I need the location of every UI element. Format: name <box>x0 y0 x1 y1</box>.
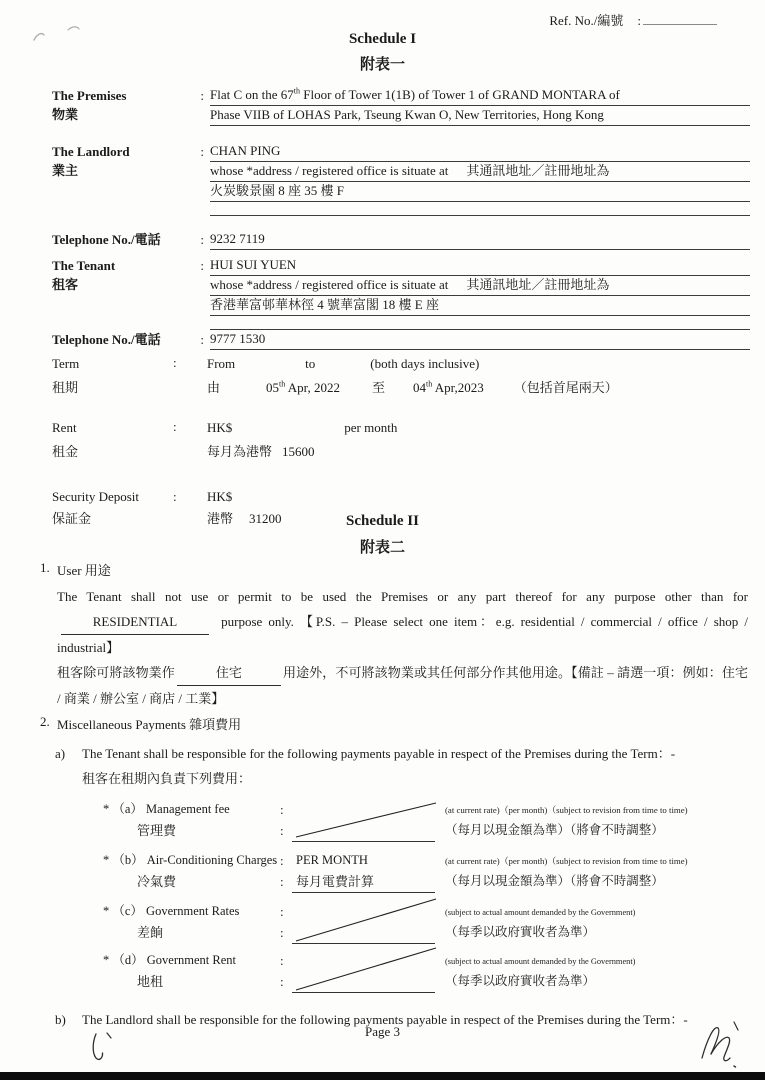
item-c-blank-field <box>292 901 435 944</box>
signature-initials <box>698 1018 744 1072</box>
payment-items <box>103 799 748 993</box>
item-c-label-en: * （c） Government Rates <box>103 904 240 918</box>
clause-a-text-cn: 租客在租期內負責下列費用： <box>82 771 252 786</box>
deposit-label-cn: 保証金 <box>52 511 92 526</box>
schedule2-title-chinese: 附表二 <box>359 540 405 556</box>
tenant-colon: : <box>200 258 204 273</box>
item-a-note-cn: （每月以現金額為準）（將會不時調整） <box>445 823 664 837</box>
landlord-address-intro: whose *address / registered office is situate at 其通訊地址／註冊地址為 <box>210 162 750 182</box>
item-a-blank-field <box>292 799 435 842</box>
clause-a-marker: a) <box>55 746 66 761</box>
clause-b-marker: b) <box>55 1012 66 1027</box>
tenant-name: HUI SUI YUEN <box>210 256 750 276</box>
user-purpose-fill-cn: 住宅 <box>177 660 281 686</box>
user-clause-cn: 租客除可將該物業作 住宅 用途外，不可將該物業或其任何部分作其他用途。【備註 – 請選一項：例如：住宅 / 商業 / 辦公室 / 商店 / 工業】 <box>57 660 748 711</box>
strike-through-line <box>292 897 438 943</box>
clause-a <box>55 741 748 791</box>
item-d-note-en: (subject to actual amount demanded by the Government) <box>445 957 636 966</box>
item-d-label-cn: 地租 <box>137 974 164 989</box>
schedule2-title: Schedule II <box>346 513 419 529</box>
strike-through-line <box>292 795 438 841</box>
landlord-label-cn: 業主 <box>52 163 79 178</box>
landlord-address-blank-line <box>210 202 750 216</box>
ref-label: Ref. No./編號 <box>549 13 624 28</box>
tenant-label-en: The Tenant <box>52 258 116 273</box>
rent-en-line: HK$ per month <box>207 420 398 435</box>
item-d-note-cn: （每季以政府實收者為準） <box>445 974 596 988</box>
landlord-address: 火炭駿景園 8 座 35 樓 F <box>210 182 750 202</box>
tenant-address-blank-line <box>210 316 750 330</box>
payment-item-air-conditioning: * （b） Air-Conditioning Charges 冷氣費 : : PER MONTH 每月電費計算 (at current rate)（per month)（subject to revision from time to time) （每月以現金額為準）（將會不時調整） <box>103 850 748 893</box>
landlord-phone-value: 9232 7119 <box>210 230 750 250</box>
section2-heading: Miscellaneous Payments 雜項費用 <box>57 717 242 732</box>
section1-number: 1. <box>40 560 50 575</box>
item-b-note-en: (at current rate)（per month)（subject to revision from time to time) <box>445 856 688 866</box>
landlord-name: CHAN PING <box>210 142 750 162</box>
strike-through-line <box>292 946 438 992</box>
item-b-value-cn: 每月電費計算 <box>296 874 375 889</box>
payment-item-government-rates: * （c） Government Rates 差餉 : : (subject to actual amount demanded by the Government) （每季以政府實收者為準） <box>103 901 748 944</box>
schedule1-title-chinese: 附表一 <box>359 57 405 73</box>
landlord-phone-label: Telephone No./電話 <box>52 232 161 247</box>
section-misc-payments <box>40 714 748 1032</box>
rent-colon: : <box>173 419 177 434</box>
rent-cn-line: 每月為港幣 15600 <box>207 444 315 459</box>
term-en-line: From to (both days inclusive) <box>207 356 480 371</box>
ref-blank-field <box>643 11 717 25</box>
premises-row <box>52 86 750 126</box>
rent-label-cn: 租金 <box>52 444 79 459</box>
section2-number: 2. <box>40 714 50 729</box>
term-colon: : <box>173 355 177 370</box>
tenant-row <box>52 256 750 330</box>
item-b-label-en: * （b） Air-Conditioning Charges <box>103 853 278 867</box>
term-label-cn: 租期 <box>52 380 79 395</box>
item-b-label-cn: 冷氣費 <box>137 874 177 889</box>
deposit-label-en: Security Deposit <box>52 489 140 504</box>
handwritten-mark-left <box>90 1030 118 1066</box>
tenant-phone-label: Telephone No./電話 <box>52 332 161 347</box>
user-purpose-fill-en: RESIDENTIAL <box>61 609 209 635</box>
page-number: Page 3 <box>364 1024 401 1039</box>
scan-edge-bar <box>0 1072 765 1080</box>
tenant-label-cn: 租客 <box>52 277 79 292</box>
item-d-label-en: * （d） Government Rent <box>103 953 236 967</box>
item-d-blank-field <box>292 950 435 993</box>
rent-label-en: Rent <box>52 420 77 435</box>
landlord-colon: : <box>200 144 204 159</box>
rent-amount: 15600 <box>282 444 315 459</box>
premises-colon: : <box>200 88 204 103</box>
tenant-phone-colon: : <box>200 332 204 347</box>
user-clause-en: The Tenant shall not use or permit to be used the Premises or any part thereof for any purpose other than for RESIDENTIAL purpose only. 【P.S. – Please select one item：e.g. residential / commercial / office / shop / industrial】 <box>57 589 748 655</box>
item-a-label-en: * （a） Management fee <box>103 802 230 816</box>
tenant-phone-row <box>52 330 750 350</box>
ref-number-line <box>549 10 717 29</box>
term-cn-line: 由 05th Apr, 2022 至 04th Apr,2023 （包括首尾兩天） <box>207 379 618 395</box>
landlord-phone-colon: : <box>200 232 204 247</box>
section1-heading: User 用途 <box>57 563 111 578</box>
term-row <box>52 352 750 400</box>
deposit-en-line: HK$ <box>207 489 233 504</box>
item-c-note-cn: （每季以政府實收者為準） <box>445 925 596 939</box>
landlord-phone-row <box>52 230 750 250</box>
payment-item-government-rent: * （d） Government Rent 地租 : : (subject to actual amount demanded by the Government) （每季以政府實收者為準） <box>103 950 748 993</box>
ref-colon: : <box>637 13 641 28</box>
item-b-value-field <box>292 850 435 893</box>
schedule1-form <box>52 86 750 530</box>
section-user <box>40 560 748 711</box>
landlord-row <box>52 142 750 216</box>
deposit-cn-line: 港幣 31200 <box>207 511 282 526</box>
item-a-note-en: (at current rate)（per month)（subject to revision from time to time) <box>445 805 688 815</box>
premises-label-en: The Premises <box>52 88 127 103</box>
deposit-colon: : <box>173 489 177 504</box>
deposit-amount: 31200 <box>249 511 282 526</box>
tenant-phone-value: 9777 1530 <box>210 330 750 350</box>
item-c-note-en: (subject to actual amount demanded by the Government) <box>445 908 636 917</box>
payment-item-management-fee: * （a） Management fee 管理費 : : (at current rate)（per month)（subject to revision from time to time) （每月以現金額為準）（將會不時調整） <box>103 799 748 842</box>
term-label-en: Term <box>52 356 80 371</box>
item-b-note-cn: （每月以現金額為準）（將會不時調整） <box>445 874 664 888</box>
landlord-label-en: The Landlord <box>52 144 130 159</box>
item-b-value-en: PER MONTH <box>296 853 368 867</box>
premises-label-cn: 物業 <box>52 107 79 122</box>
rent-row <box>52 416 750 464</box>
tenant-address-intro: whose *address / registered office is situate at 其通訊地址／註冊地址為 <box>210 276 750 296</box>
clause-a-text-en: The Tenant shall be responsible for the following payments payable in respect of the Premises during the Term：- <box>82 746 676 761</box>
item-c-label-cn: 差餉 <box>137 925 164 940</box>
tenant-address: 香港華富邨華林徑 4 號華富閣 18 樓 E 座 <box>210 296 750 316</box>
item-a-label-cn: 管理費 <box>137 823 177 838</box>
premises-address-line1: Flat C on the 67th Floor of Tower 1(1B) of Tower 1 of GRAND MONTARA of <box>210 86 750 106</box>
clause-b-text-en: The Landlord shall be responsible for the following payments payable in respect of the Premises during the Term：- <box>82 1012 688 1027</box>
schedule1-title: Schedule I <box>348 31 417 47</box>
premises-address-line2: Phase VIIB of LOHAS Park, Tseung Kwan O, New Territories, Hong Kong <box>210 106 750 126</box>
